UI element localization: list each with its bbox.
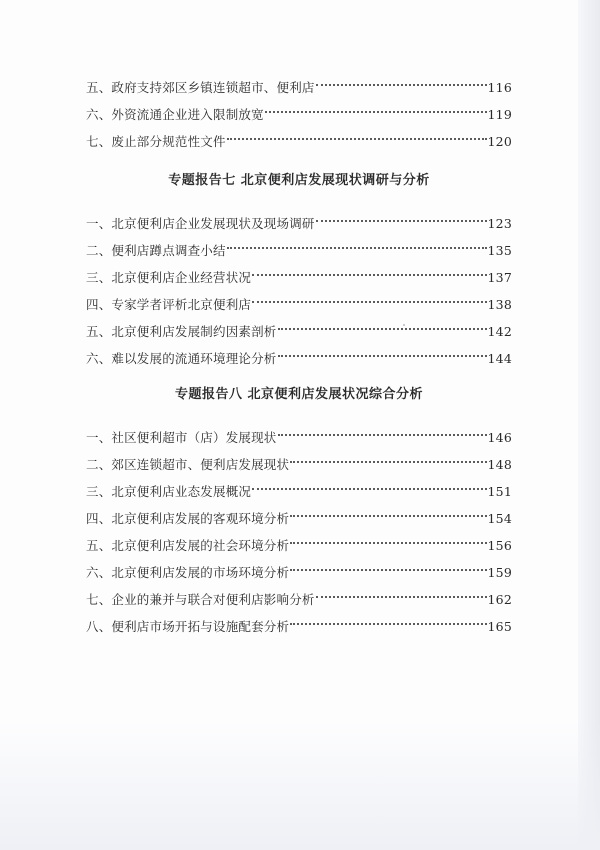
leader-dots xyxy=(278,414,487,436)
toc-page-number: 137 xyxy=(487,270,512,285)
leader-dots xyxy=(316,576,487,598)
toc-entry-title: 七、废止部分规范性文件 xyxy=(86,134,226,149)
toc-entry-title: 七、企业的兼并与联合对便利店影响分析 xyxy=(86,592,315,607)
leader-dots xyxy=(265,91,487,113)
section-heading-report8: 专题报告八 北京便利店发展状况综合分析 xyxy=(174,387,424,402)
toc-entry[interactable] xyxy=(86,233,512,258)
toc-entry-title: 三、北京便利店企业经营状况 xyxy=(86,270,252,285)
leader-dots xyxy=(278,308,487,330)
leader-dots xyxy=(290,603,486,625)
toc-page-number: 138 xyxy=(487,297,512,312)
toc-page-number: 144 xyxy=(487,351,512,366)
toc-entry[interactable] xyxy=(86,206,512,231)
toc-entry[interactable] xyxy=(86,528,512,553)
leader-dots xyxy=(252,468,486,490)
leader-dots xyxy=(316,64,487,86)
leader-dots xyxy=(227,227,487,249)
toc-page-number: 165 xyxy=(487,619,512,634)
leader-dots xyxy=(290,441,486,463)
toc-entry[interactable] xyxy=(86,474,512,499)
toc-entry[interactable] xyxy=(86,341,512,366)
toc-entry-title: 四、北京便利店发展的客观环境分析 xyxy=(86,511,290,526)
toc-page-number: 154 xyxy=(487,511,512,526)
toc-entry-title: 六、难以发展的流通环境理论分析 xyxy=(86,351,277,366)
toc-entry-title: 五、北京便利店发展制约因素剖析 xyxy=(86,324,277,339)
toc-page-number: 156 xyxy=(487,538,512,553)
leader-dots xyxy=(252,281,486,303)
toc-entry-title: 一、北京便利店企业发展现状及现场调研 xyxy=(86,216,315,231)
toc-entry[interactable] xyxy=(86,124,512,149)
toc-entry[interactable] xyxy=(86,582,512,607)
toc-entry[interactable] xyxy=(86,420,512,445)
toc-entry[interactable] xyxy=(86,70,512,95)
toc-entry-title: 五、政府支持郊区乡镇连锁超市、便利店 xyxy=(86,80,315,95)
leader-dots xyxy=(227,118,487,140)
toc-entry[interactable] xyxy=(86,447,512,472)
leader-dots xyxy=(316,200,487,222)
toc-page-number: 151 xyxy=(487,484,512,499)
toc-entry[interactable] xyxy=(86,97,512,122)
toc-entry[interactable] xyxy=(86,609,512,634)
leader-dots xyxy=(252,254,486,276)
toc-page-number: 162 xyxy=(487,592,512,607)
leader-dots xyxy=(290,549,486,571)
toc-entry-title: 二、郊区连锁超市、便利店发展现状 xyxy=(86,457,290,472)
toc-page-number: 119 xyxy=(487,107,512,122)
toc-page-number: 135 xyxy=(487,243,512,258)
toc-page-number: 123 xyxy=(487,216,512,231)
leader-dots xyxy=(278,335,487,357)
toc-entry-title: 八、便利店市场开拓与设施配套分析 xyxy=(86,619,290,634)
leader-dots xyxy=(290,522,486,544)
toc-page-number: 120 xyxy=(487,134,512,149)
toc-page-number: 159 xyxy=(487,565,512,580)
toc-entry[interactable] xyxy=(86,260,512,285)
toc-entry-title: 六、外资流通企业进入限制放宽 xyxy=(86,107,264,122)
toc-entry-title: 一、社区便利超市（店）发展现状 xyxy=(86,430,277,445)
toc-entry-title: 五、北京便利店发展的社会环境分析 xyxy=(86,538,290,553)
toc-entry[interactable] xyxy=(86,314,512,339)
toc-entry-title: 二、便利店蹲点调查小结 xyxy=(86,243,226,258)
toc-page-number: 142 xyxy=(487,324,512,339)
toc-entry-title: 六、北京便利店发展的市场环境分析 xyxy=(86,565,290,580)
section-heading-report7: 专题报告七 北京便利店发展现状调研与分析 xyxy=(168,173,430,188)
page-bottom-shade xyxy=(0,720,600,850)
toc-entry-title: 四、专家学者评析北京便利店 xyxy=(86,297,252,312)
toc-entry[interactable] xyxy=(86,501,512,526)
toc-page-number: 146 xyxy=(487,430,512,445)
toc-page-number: 116 xyxy=(487,80,512,95)
toc-entry-title: 三、北京便利店业态发展概况 xyxy=(86,484,252,499)
toc-entry[interactable] xyxy=(86,287,512,312)
toc-page-number: 148 xyxy=(487,457,512,472)
leader-dots xyxy=(290,495,486,517)
toc-entry[interactable] xyxy=(86,555,512,580)
